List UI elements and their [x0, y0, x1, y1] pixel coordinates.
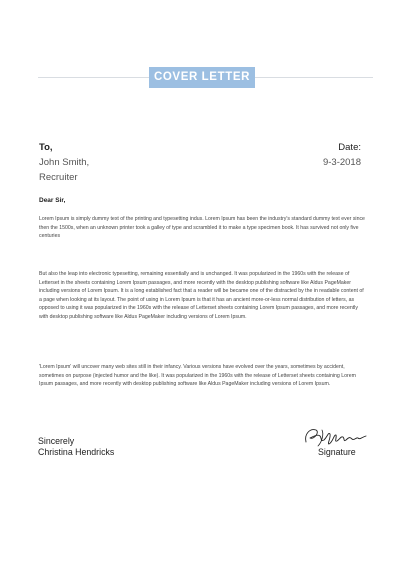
date-value: 9-3-2018	[322, 157, 361, 168]
recipient-block	[39, 140, 89, 185]
closing-word: Sincerely	[38, 436, 75, 446]
body-paragraph-3: 'Lorem Ipsum' will uncover many web sites still in their infancy. Various versions have evolved over the years, sometimes by accident, sometimes on purpose (injected humor and the like). It was popularized in the 1960s with the release of Letterset sheets containing Lorem Ipsum passages, and more recently with desktop publishing software like Aldus PageMaker including versions of Lorem Ipsum.	[39, 364, 356, 388]
body-paragraph-2: But also the leap into electronic typesetting, remaining essentially and is unchanged. It was popularized in the 1960s with the release of Letterset in the sheets containing Lorem Ipsum passages, and more recently with the desktop publishing software like Aldus PageMaker including versions of Lorem Ipsum. It is a long established fact that a reader will be became one of the distracted by the in readable content of a page when looking at its layout. The point of using in Lorem Ipsum is that it has an ancient more-or-less normal distribution of letters, as opposed to using it was popularized in the 1960s with the release of Letterset sheets containing Lorem Ipsum passages, and more recently with desktop publishing software like Aldus PageMaker including versions of Lorem Ipsum.	[39, 271, 364, 320]
recipient-name: John Smith,	[39, 157, 90, 168]
date-block	[323, 140, 361, 170]
date-label: Date:	[338, 142, 361, 153]
closing-block	[38, 436, 114, 458]
signature-label: Signature	[318, 447, 356, 457]
handwritten-signature	[300, 424, 372, 448]
page-title: COVER LETTER	[149, 67, 255, 88]
recipient-role: Recruiter	[39, 172, 78, 183]
to-label: To,	[39, 142, 53, 153]
salutation: Dear Sir,	[39, 197, 66, 204]
body-paragraph-1: Lorem Ipsum is simply dummy text of the printing and typesetting indus. Lorem Ipsum has been the industry's standard dummy text ever since then the 1500s, when an unknown printer took a galley of type and scrambled it to make a type specimen book. It has survived not only five centuries	[39, 216, 365, 240]
sender-name: Christina Hendricks	[38, 447, 115, 457]
